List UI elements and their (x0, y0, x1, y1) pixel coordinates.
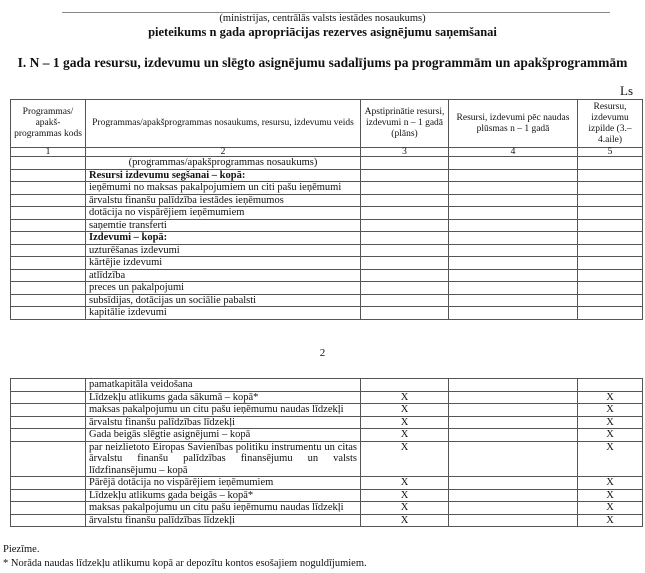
table-cell (11, 477, 86, 490)
table-row (11, 441, 643, 477)
table-cell (361, 257, 449, 270)
table-cell (11, 157, 86, 170)
row-label: maksas pakalpojumu un citu pašu ieņēmumu naudas līdzekļi (86, 502, 361, 515)
table-cell (449, 379, 578, 392)
column-header: Programmas/ apakš-programmas kods (11, 100, 86, 148)
table-cell (449, 441, 578, 477)
table-cell (11, 257, 86, 270)
table-cell (449, 194, 578, 207)
table-cell (449, 307, 578, 320)
table-row (11, 207, 643, 220)
column-header: Resursu, izdevumu izpilde (3.–4.aile) (578, 100, 643, 148)
col5-cell: X (578, 441, 643, 477)
table-cell (11, 219, 86, 232)
col3-cell: X (361, 441, 449, 477)
column-header: Apstiprinātie resursi, izdevumi n – 1 gadā (plāns) (361, 100, 449, 148)
row-label: ārvalstu finanšu palīdzības līdzekļi (86, 416, 361, 429)
table-row (11, 404, 643, 417)
table-row (11, 294, 643, 307)
table-row (11, 477, 643, 490)
table-cell (449, 207, 578, 220)
table-cell (578, 269, 643, 282)
document-title: pieteikums n gada apropriācijas rezerves asignējumu saņemšanai (148, 25, 497, 39)
table-cell (449, 391, 578, 404)
table-cell (578, 307, 643, 320)
row-label: uzturēšanas izdevumi (86, 244, 361, 257)
col3-cell: X (361, 416, 449, 429)
table-cell (361, 307, 449, 320)
row-label: par neizlietoto Eiropas Savienības politiku instrumentu un citas ārvalstu finanšu palīdzības finansējumu un valsts līdzfinansējumu – kopā (86, 441, 361, 477)
table-row (11, 502, 643, 515)
col5-cell: X (578, 514, 643, 527)
table-cell (449, 294, 578, 307)
table-cell (449, 244, 578, 257)
table-cell (361, 269, 449, 282)
row-label: ārvalstu finanšu palīdzības līdzekļi (86, 514, 361, 527)
table-cell (11, 502, 86, 515)
table-header-row (11, 100, 643, 148)
row-label: (programmas/apakšprogrammas nosaukums) (86, 157, 361, 170)
row-label: preces un pakalpojumi (86, 282, 361, 295)
col5-cell (578, 379, 643, 392)
table-row (11, 244, 643, 257)
table-cell (361, 207, 449, 220)
table-cell (449, 182, 578, 195)
table-cell (11, 429, 86, 442)
row-label: maksas pakalpojumu un citu pašu ieņēmumu naudas līdzekļi (86, 404, 361, 417)
table-cell (11, 194, 86, 207)
table-row (11, 219, 643, 232)
table-cell (361, 169, 449, 182)
table-cell (11, 489, 86, 502)
table-cell (11, 514, 86, 527)
currency-label: Ls (620, 83, 633, 98)
footnote: * Norāda naudas līdzekļu atlikumu kopā ar depozītu kontos esošajiem noguldījumiem. (3, 558, 367, 569)
table-cell (449, 219, 578, 232)
table-cell (361, 282, 449, 295)
table-cell (578, 157, 643, 170)
table-cell (449, 157, 578, 170)
col5-cell: X (578, 391, 643, 404)
row-label: kapitālie izdevumi (86, 307, 361, 320)
column-number: 3 (361, 148, 449, 157)
col5-cell: X (578, 502, 643, 515)
column-header: Programmas/apakšprogrammas nosaukums, resursu, izdevumu veids (86, 100, 361, 148)
table-cell (11, 207, 86, 220)
table-cell (578, 257, 643, 270)
col3-cell: X (361, 391, 449, 404)
table-row (11, 169, 643, 182)
col5-cell: X (578, 429, 643, 442)
col3-cell: X (361, 477, 449, 490)
col3-cell: X (361, 514, 449, 527)
table-cell (11, 416, 86, 429)
table-cell (449, 169, 578, 182)
table-cell (11, 182, 86, 195)
table-cell (11, 244, 86, 257)
row-label: ieņēmumi no maksas pakalpojumiem un citi pašu ieņēmumi (86, 182, 361, 195)
table-cell (361, 219, 449, 232)
col3-cell: X (361, 502, 449, 515)
table-row (11, 379, 643, 392)
table-cell (361, 244, 449, 257)
table-row (11, 157, 643, 170)
table-cell (578, 219, 643, 232)
row-label: kārtējie izdevumi (86, 257, 361, 270)
table-cell (11, 404, 86, 417)
table-row (11, 194, 643, 207)
table-cell (361, 232, 449, 245)
table-cell (11, 294, 86, 307)
table-cell (11, 282, 86, 295)
column-number: 2 (86, 148, 361, 157)
col5-cell: X (578, 404, 643, 417)
table-cell (11, 232, 86, 245)
table-row (11, 416, 643, 429)
row-label: saņemtie transferti (86, 219, 361, 232)
table-cell (449, 502, 578, 515)
table-cell (578, 169, 643, 182)
table-cell (578, 182, 643, 195)
table-cell (11, 379, 86, 392)
col3-cell: X (361, 404, 449, 417)
table-cell (449, 429, 578, 442)
table-cell (449, 269, 578, 282)
table-cell (449, 477, 578, 490)
row-label: Pārējā dotācija no vispārējiem ieņēmumiem (86, 477, 361, 490)
table-row (11, 182, 643, 195)
resources-table-page2 (10, 378, 643, 527)
table-cell (11, 169, 86, 182)
row-label: atlīdzība (86, 269, 361, 282)
table-cell (449, 416, 578, 429)
row-label: subsīdijas, dotācijas un sociālie pabalsti (86, 294, 361, 307)
row-label: Izdevumi – kopā: (86, 232, 361, 245)
table-cell (449, 257, 578, 270)
col3-cell (361, 379, 449, 392)
table-row (11, 307, 643, 320)
table-row (11, 489, 643, 502)
section-title: I. N – 1 gada resursu, izdevumu un slēgto asignējumu sadalījums pa programmām un apakšprogrammām (17, 55, 628, 70)
table-cell (361, 157, 449, 170)
table-row (11, 429, 643, 442)
institution-label: (ministrijas, centrālās valsts iestādes nosaukums) (219, 13, 426, 24)
column-number: 4 (449, 148, 578, 157)
table-row (11, 282, 643, 295)
table-cell (449, 404, 578, 417)
table-cell (361, 182, 449, 195)
table-cell (449, 514, 578, 527)
table-row (11, 269, 643, 282)
row-label: pamatkapitāla veidošana (86, 379, 361, 392)
page-number: 2 (319, 347, 326, 359)
table-cell (578, 244, 643, 257)
table-cell (578, 207, 643, 220)
row-label: Līdzekļu atlikums gada sākumā – kopā* (86, 391, 361, 404)
table-cell (578, 294, 643, 307)
table-cell (449, 489, 578, 502)
resources-table-page1 (10, 99, 643, 320)
table-row (11, 391, 643, 404)
table-cell (11, 391, 86, 404)
col3-cell: X (361, 429, 449, 442)
table-cell (361, 294, 449, 307)
table-cell (11, 269, 86, 282)
column-number: 5 (578, 148, 643, 157)
table-row (11, 232, 643, 245)
col3-cell: X (361, 489, 449, 502)
col5-cell: X (578, 489, 643, 502)
table-cell (361, 194, 449, 207)
table-cell (578, 194, 643, 207)
column-header: Resursi, izdevumi pēc naudas plūsmas n – 1 gadā (449, 100, 578, 148)
col5-cell: X (578, 477, 643, 490)
table-cell (449, 282, 578, 295)
column-number: 1 (11, 148, 86, 157)
table-cell (11, 307, 86, 320)
row-label: Resursi izdevumu segšanai – kopā: (86, 169, 361, 182)
table-row (11, 514, 643, 527)
table-cell (578, 232, 643, 245)
table-cell (449, 232, 578, 245)
row-label: ārvalstu finanšu palīdzība iestādes ieņēmumos (86, 194, 361, 207)
col5-cell: X (578, 416, 643, 429)
row-label: dotācija no vispārējiem ieņēmumiem (86, 207, 361, 220)
column-number-row (11, 148, 643, 157)
table-row (11, 257, 643, 270)
table-cell (11, 441, 86, 477)
row-label: Gada beigās slēgtie asignējumi – kopā (86, 429, 361, 442)
table-cell (578, 282, 643, 295)
note-title: Piezīme. (3, 544, 40, 555)
row-label: Līdzekļu atlikums gada beigās – kopā* (86, 489, 361, 502)
